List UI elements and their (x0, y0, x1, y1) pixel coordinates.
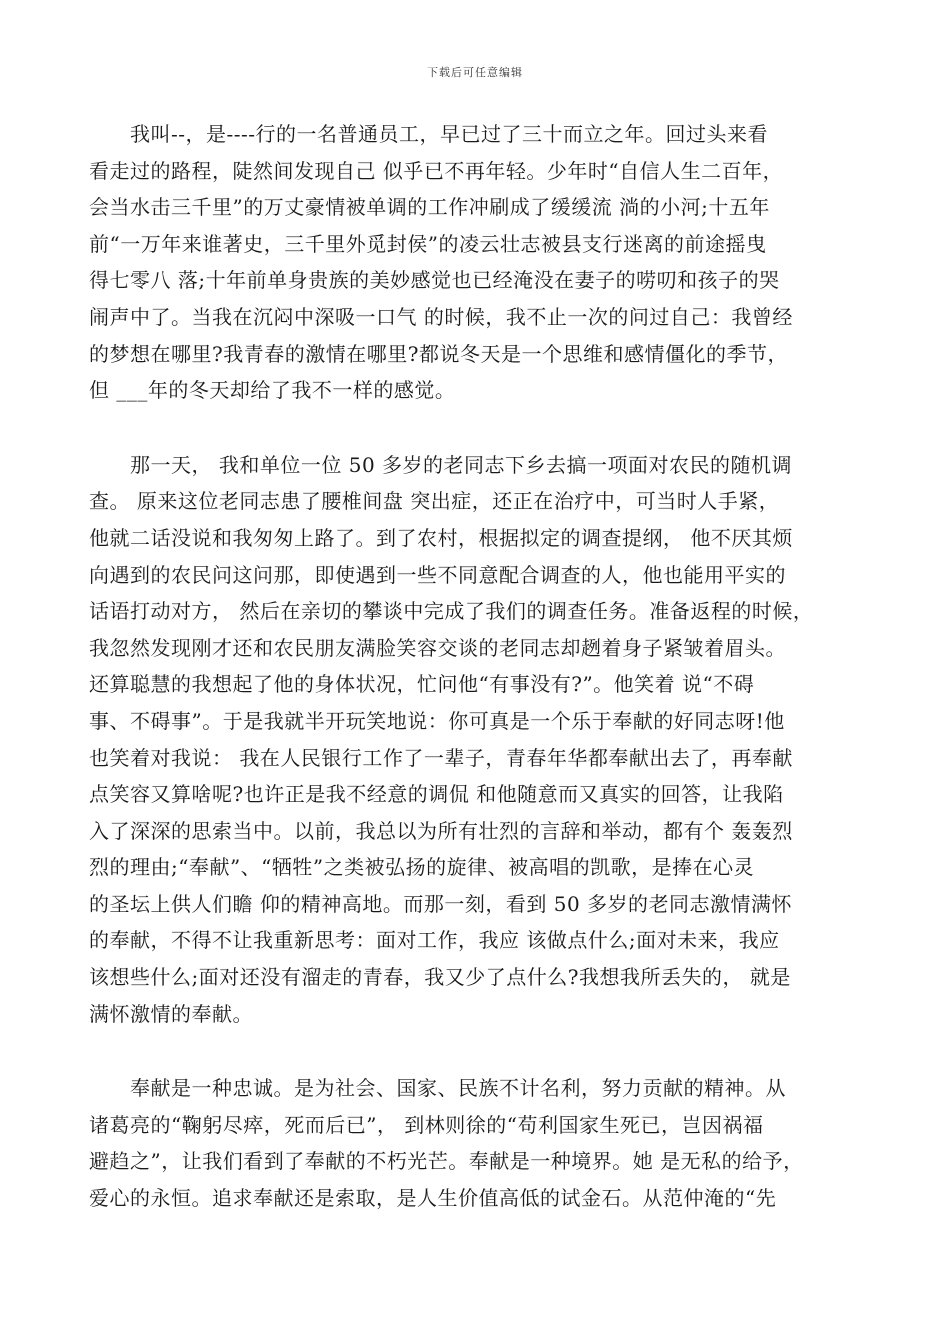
text-line: 奉献是一种忠诚。是为社会、国家、民族不计名利，努力贡献的精神。从 (89, 1076, 786, 1101)
text-line: 向遇到的农民问这问那，即使遇到一些不同意配合调查的人，他也能用平实的 (89, 562, 786, 587)
text-line: 闹声中了。当我在沉闷中深吸一口气 的时候，我不止一次的问过自己：我曾经 (89, 304, 793, 329)
text-line: 前“一万年来谁著史，三千里外觅封侯”的凌云壮志被县支行迷离的前途摇曳 (89, 231, 767, 256)
text-line: 还算聪慧的我想起了他的身体状况，忙问他“有事没有?”。他笑着 说“不碍 (89, 672, 755, 697)
paragraph-dedication (89, 1070, 865, 1216)
text-line: 查。 原来这位老同志患了腰椎间盘 突出症，还正在治疗中，可当时人手紧， (89, 489, 780, 514)
text-line: 看走过的路程，陡然间发现自己 似乎已不再年轻。少年时“自信人生二百年， (89, 158, 784, 183)
text-line: 话语打动对方， 然后在亲切的攀谈中完成了我们的调查任务。准备返程的时候， (89, 599, 814, 624)
paragraph-spacer (89, 409, 865, 447)
text-line: 会当水击三千里”的万丈豪情被单调的工作冲刷成了缓缓流 淌的小河;十五年 (89, 195, 770, 220)
text-line: 爱心的永恒。追求奉献还是索取，是人生价值高低的试金石。从范仲淹的“先 (89, 1186, 777, 1211)
paragraph-story (89, 447, 865, 1033)
text-line: 入了深深的思索当中。以前，我总以为所有壮烈的言辞和举动，都有个 轰轰烈 (89, 818, 793, 843)
page-header: 下载后可任意编辑 (427, 66, 523, 79)
text-line: 诸葛亮的“鞠躬尽瘁，死而后已”， 到林则徐的“苟利国家生死已，岂因祸福 (89, 1112, 764, 1137)
text-line: 那一天， 我和单位一位 50 多岁的老同志下乡去搞一项面对农民的随机调 (89, 452, 793, 477)
text-line: 点笑容又算啥呢?也许正是我不经意的调侃 和他随意而又真实的回答，让我陷 (89, 782, 784, 807)
paragraph-intro (89, 116, 865, 409)
text-line: 但 ___年的冬天却给了我不一样的感觉。 (89, 378, 456, 403)
text-line: 烈的理由;“奉献”、“牺牲”之类被弘扬的旋律、被高唱的凯歌，是捧在心灵 (89, 855, 755, 880)
text-line: 避趋之”，让我们看到了奉献的不朽光芒。奉献是一种境界。她 是无私的给予， (89, 1149, 804, 1174)
text-line: 该想些什么;面对还没有溜走的青春，我又少了点什么?我想我所丢失的， 就是 (89, 965, 791, 990)
text-line: 他就二话没说和我匆匆上路了。到了农村，根据拟定的调查提纲， 他不厌其烦 (89, 525, 793, 550)
paragraph-spacer (89, 1032, 865, 1070)
text-line: 我忽然发现刚才还和农民朋友满脸笑容交谈的老同志却趔着身子紧皱着眉头。 (89, 635, 786, 660)
text-line: 我叫--，是----行的一名普通员工，早已过了三十而立之年。回过头来看 (89, 122, 769, 146)
text-line: 也笑着对我说： 我在人民银行工作了一辈子，青春年华都奉献出去了，再奉献 (89, 745, 793, 770)
document-body (89, 116, 865, 1217)
text-line: 满怀激情的奉献。 (89, 1001, 253, 1026)
text-line: 的奉献，不得不让我重新思考：面对工作，我应 该做点什么;面对未来，我应 (89, 928, 780, 953)
text-line: 事、不碍事”。于是我就半开玩笑地说：你可真是一个乐于奉献的好同志呀!他 (89, 708, 785, 733)
text-line: 的圣坛上供人们瞻 仰的精神高地。而那一刻，看到 50 多岁的老同志激情满怀 (89, 891, 793, 916)
text-line: 的梦想在哪里?我青春的激情在哪里?都说冬天是一个思维和感情僵化的季节， (89, 341, 788, 366)
text-line: 得七零八 落;十年前单身贵族的美妙感觉也已经淹没在妻子的唠叨和孩子的哭 (89, 268, 780, 293)
